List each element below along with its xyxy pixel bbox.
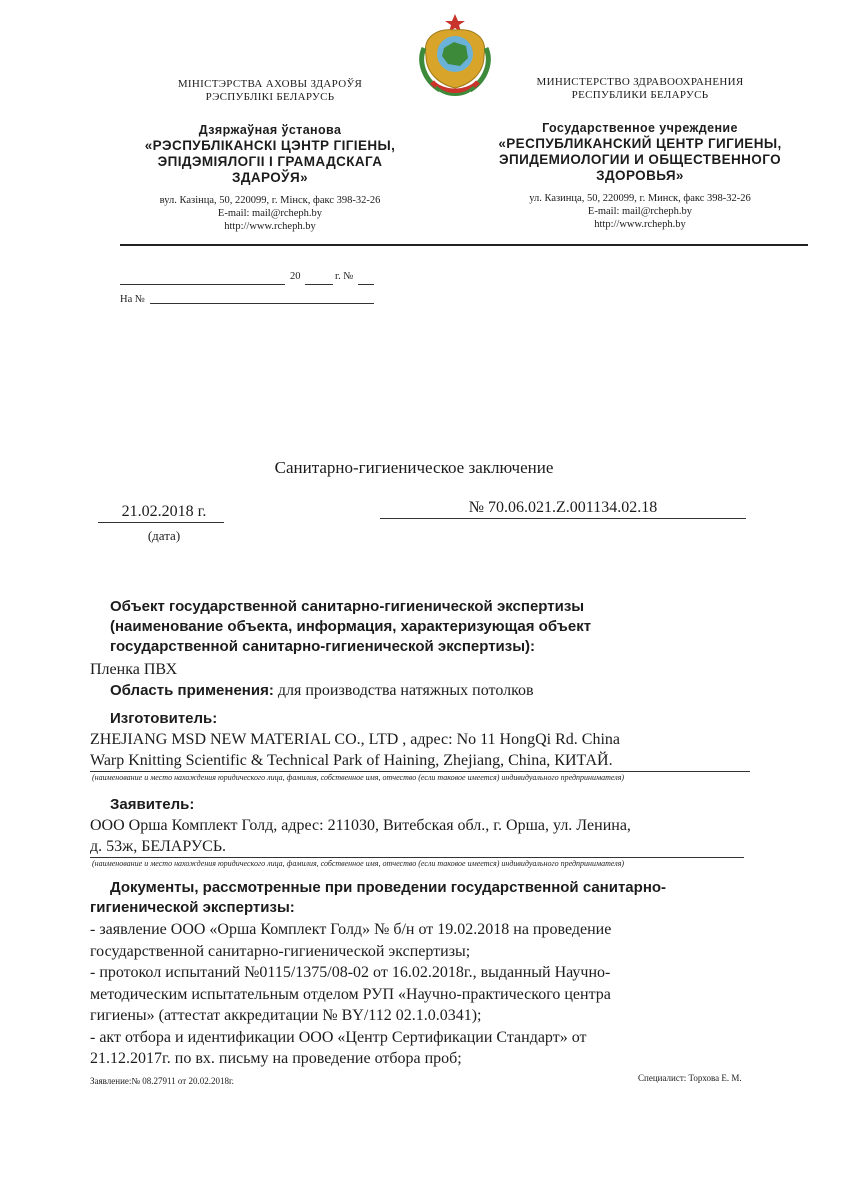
ministry-right	[490, 76, 790, 102]
scope	[110, 681, 534, 701]
footer-application: Заявление:№ 08.27911 от 20.02.2018г.	[90, 1076, 234, 1086]
documents-line: государственной санитарно-гигиенической экспертизы;	[90, 942, 471, 960]
doc-date: 21.02.2018 г.	[121, 503, 207, 520]
documents-line: - заявление ООО «Орша Комплект Голд» № б/н от 19.02.2018 на проведение	[90, 921, 612, 938]
doc-date-caption: (дата)	[147, 528, 181, 543]
contacts-left	[120, 194, 420, 233]
manufacturer-label: Изготовитель:	[110, 710, 218, 727]
documents-line: методическим испытательным отделом РУП «Научно-практического центра	[90, 985, 611, 1003]
manufacturer-line1: ZHEJIANG MSD NEW MATERIAL CO., LTD , адрес: No 11 HongQi Rd. China	[90, 731, 620, 748]
scope-label: Область применения:	[110, 682, 274, 699]
manufacturer-caption: (наименование и место нахождения юридического лица, фамилия, собственное имя, отчество (если таковое имеется) индивидуального предпринимателя)	[92, 773, 625, 782]
email-left: E-mail: mail@rcheph.by	[217, 208, 323, 219]
reg-number-line	[358, 284, 374, 285]
doc-number-line	[380, 518, 746, 519]
ministry-left	[120, 78, 420, 104]
inst-name-right-1: «РЕСПУБЛИКАНСКИЙ ЦЕНТР ГИГИЕНЫ,	[498, 136, 782, 151]
documents-line: - протокол испытаний №0115/1375/08-02 от 16.02.2018г., выданный Научно-	[90, 964, 611, 981]
documents-heading	[90, 878, 770, 918]
applicant-label: Заявитель:	[110, 796, 195, 813]
document-title-text: Санитарно-гигиеническое заключение	[274, 458, 554, 477]
documents-heading-1: Документы, рассмотренные при проведении государственной санитарно-	[110, 879, 667, 896]
documents-heading-2: гигиенической экспертизы:	[90, 899, 295, 916]
inst-name-right-2: ЭПИДЕМИОЛОГИИ И ОБЩЕСТВЕННОГО	[499, 152, 781, 167]
documents-line: 21.12.2017г. по вх. письму на проведение отбора проб;	[90, 1050, 462, 1067]
contacts-right	[490, 192, 790, 231]
header-divider	[120, 244, 808, 246]
documents-line: - акт отбора и идентификации ООО «Центр Сертификации Стандарт» от	[90, 1028, 587, 1046]
ministry-right-line2: РЕСПУБЛИКИ БЕЛАРУСЬ	[571, 89, 709, 101]
inst-name-left-3: ЗДАРОЎЯ»	[232, 170, 308, 185]
applicant-line2: д. 53ж, БЕЛАРУСЬ.	[90, 838, 227, 855]
applicant-caption: (наименование и место нахождения юридического лица, фамилия, собственное имя, отчество (если таковое имеется) индивидуального предпринимателя)	[92, 859, 625, 868]
reg-year-line	[305, 284, 333, 285]
inst-name-left-1: «РЭСПУБЛІКАНСКІ ЦЭНТР ГІГІЕНЫ,	[144, 138, 396, 153]
institution-left	[120, 122, 420, 186]
doc-number: № 70.06.021.Z.001134.02.18	[468, 499, 658, 516]
reply-line	[150, 303, 374, 304]
ministry-left-line2: РЭСПУБЛІКІ БЕЛАРУСЬ	[205, 91, 335, 103]
doc-date-line	[98, 522, 224, 523]
applicant-underline	[90, 857, 744, 858]
reply-label: На №	[120, 294, 145, 305]
web-left: http://www.rcheph.by	[224, 221, 316, 232]
manufacturer-underline	[90, 771, 750, 772]
object-heading-1: Объект государственной санитарно-гигиенической экспертизы	[110, 598, 585, 615]
object-heading-2: (наименование объекта, информация, характеризующая объект	[110, 618, 592, 635]
applicant-line1: ООО Орша Комплект Голд, адрес: 211030, Витебская обл., г. Орша, ул. Ленина,	[90, 817, 631, 834]
document-title	[0, 458, 848, 478]
reg-year-prefix: 20	[290, 271, 301, 282]
state-emblem	[410, 8, 500, 100]
reg-number-label: г. №	[335, 271, 354, 282]
address-right: ул. Казинца, 50, 220099, г. Минск, факс 398-32-26	[529, 193, 751, 204]
ministry-right-line1: МИНИСТЕРСТВО ЗДРАВООХРАНЕНИЯ	[536, 76, 744, 88]
inst-type-left: Дзяржаўная ўстанова	[198, 123, 342, 137]
ministry-left-line1: МІНІСТЭРСТВА АХОВЫ ЗДАРОЎЯ	[177, 78, 363, 90]
footer-specialist: Специалист: Торхова Е. М.	[638, 1073, 742, 1083]
inst-name-right-3: ЗДОРОВЬЯ»	[596, 168, 684, 183]
reg-date-line	[120, 284, 285, 285]
inst-name-left-2: ЭПІДЭМІЯЛОГІІ І ГРАМАДСКАГА	[157, 154, 383, 169]
inst-type-right: Государственное учреждение	[542, 121, 738, 135]
object-heading-3: государственной санитарно-гигиенической экспертизы):	[110, 638, 536, 655]
documents-line: гигиены» (аттестат аккредитации № BY/112 02.1.0.0341);	[90, 1007, 482, 1024]
email-right: E-mail: mail@rcheph.by	[587, 206, 693, 217]
documents-list	[90, 919, 760, 1070]
scope-value: для производства натяжных потолков	[273, 682, 534, 699]
object-heading	[110, 597, 760, 657]
institution-right	[470, 120, 810, 184]
manufacturer-line2: Warp Knitting Scientific & Technical Park of Haining, Zhejiang, China, КИТАЙ.	[90, 752, 613, 769]
object-value: Пленка ПВХ	[90, 661, 178, 678]
address-left: вул. Казінца, 50, 220099, г. Мінск, факс 398-32-26	[159, 195, 381, 206]
web-right: http://www.rcheph.by	[594, 219, 686, 230]
